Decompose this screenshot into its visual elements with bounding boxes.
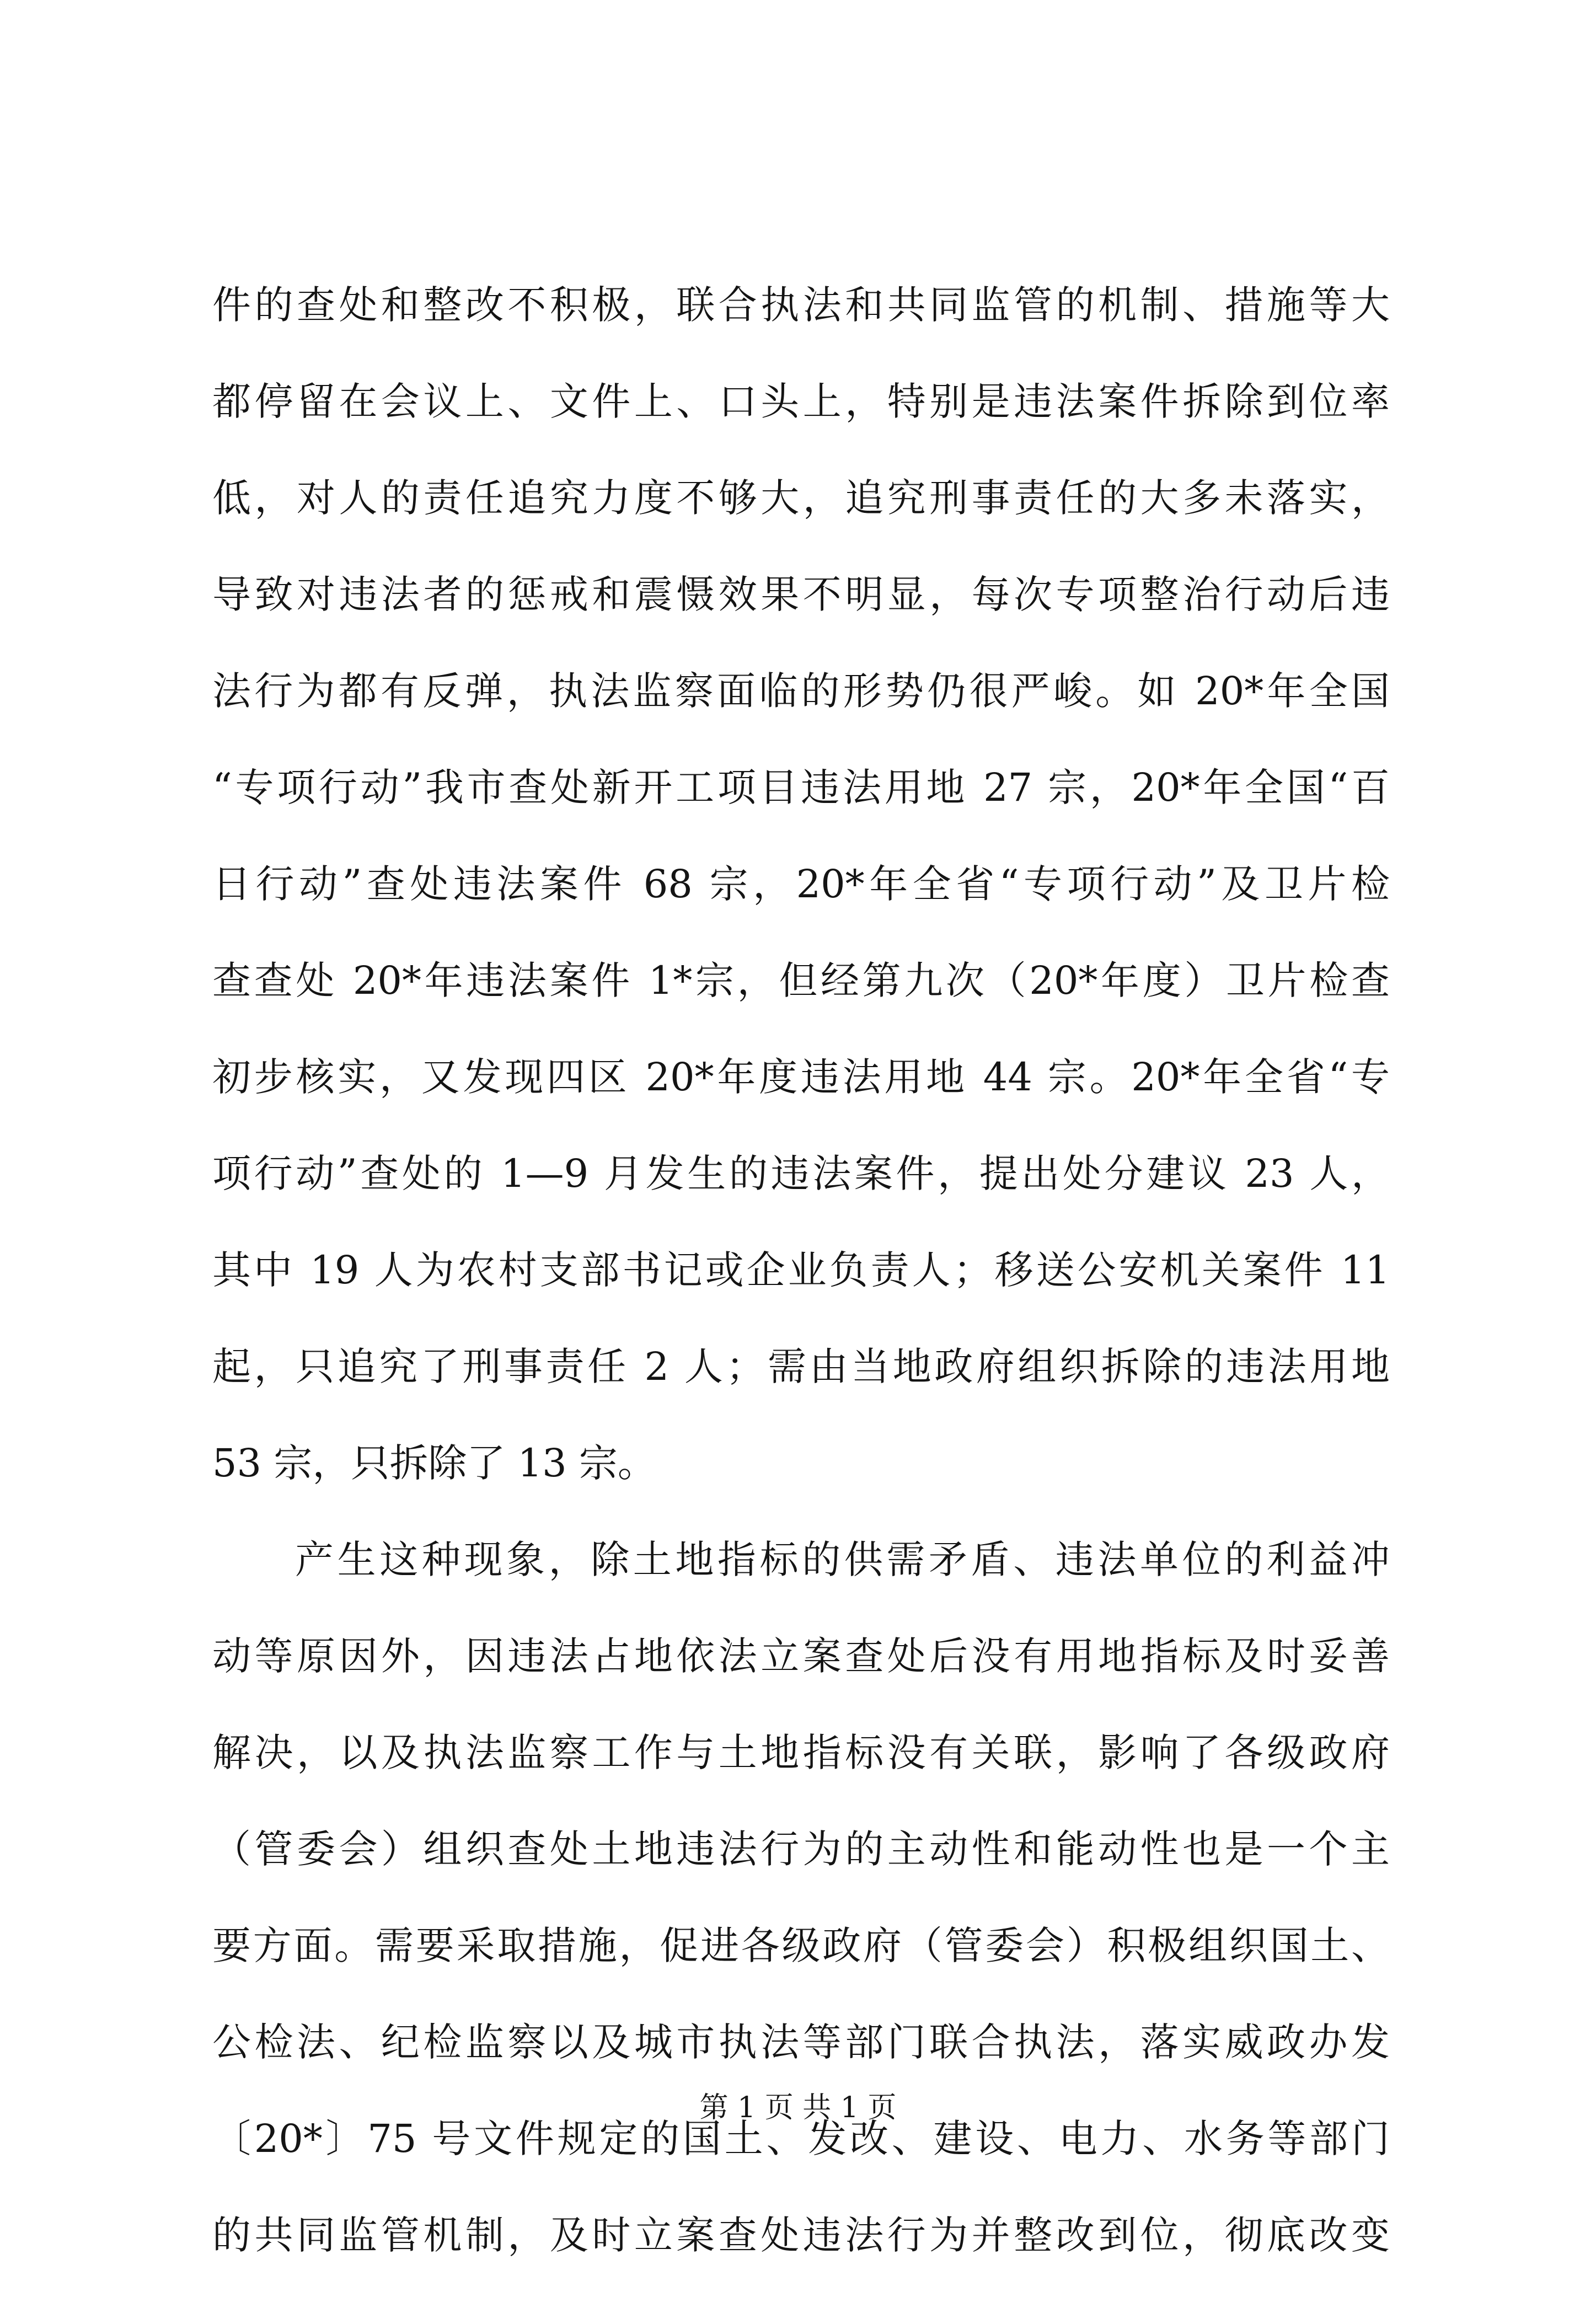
text-line: 的共同监管机制，及时立案查处违法行为并整改到位，彻底改变	[212, 2213, 1390, 2258]
text-line: 都停留在会议上、文件上、口头上，特别是违法案件拆除到位率	[212, 379, 1390, 424]
paragraph-first-line: 产生这种现象，除土地指标的供需矛盾、违法单位的利益冲	[295, 1537, 1390, 1582]
text-line: 项行动”查处的 1—9 月发生的违法案件，提出处分建议 23 人，	[212, 1151, 1390, 1196]
text-line: 日行动”查处违法案件 68 宗，20*年全省“专项行动”及卫片检	[212, 861, 1390, 907]
text-line: （管委会）组织查处土地违法行为的主动性和能动性也是一个主	[212, 1827, 1390, 1872]
text-line: 低，对人的责任追究力度不够大，追究刑事责任的大多未落实，	[212, 475, 1390, 521]
text-line: “专项行动”我市查处新开工项目违法用地 27 宗，20*年全国“百	[212, 765, 1390, 810]
text-line: 53 宗，只拆除了 13 宗。	[212, 1441, 656, 1486]
text-line: 起，只追究了刑事责任 2 人；需由当地政府组织拆除的违法用地	[212, 1344, 1390, 1389]
text-line: 导致对违法者的惩戒和震慑效果不明显，每次专项整治行动后违	[212, 572, 1390, 617]
body-text	[212, 281, 1390, 2308]
text-line: 件的查处和整改不积极，联合执法和共同监管的机制、措施等大	[212, 282, 1390, 328]
text-line: 初步核实，又发现四区 20*年度违法用地 44 宗。20*年全省“专	[212, 1054, 1390, 1100]
text-line: 动等原因外，因违法占地依法立案查处后没有用地指标及时妥善	[212, 1634, 1390, 1679]
text-line: 要方面。需要采取措施，促进各级政府（管委会）积极组织国土、	[212, 1923, 1390, 1968]
text-line: 〔20*〕75 号文件规定的国土、发改、建设、电力、水务等部门	[212, 2116, 1390, 2161]
page-footer: 第 1 页 共 1 页	[699, 2091, 897, 2124]
text-line: 法行为都有反弹，执法监察面临的形势仍很严峻。如 20*年全国	[212, 668, 1390, 714]
text-line: 其中 19 人为农村支部书记或企业负责人；移送公安机关案件 11	[212, 1247, 1390, 1293]
text-line: 公检法、纪检监察以及城市执法等部门联合执法，落实威政办发	[212, 2020, 1390, 2065]
text-line: 查查处 20*年违法案件 1*宗，但经第九次（20*年度）卫片检查	[212, 958, 1390, 1003]
text-line: 解决，以及执法监察工作与土地指标没有关联，影响了各级政府	[212, 1730, 1390, 1775]
